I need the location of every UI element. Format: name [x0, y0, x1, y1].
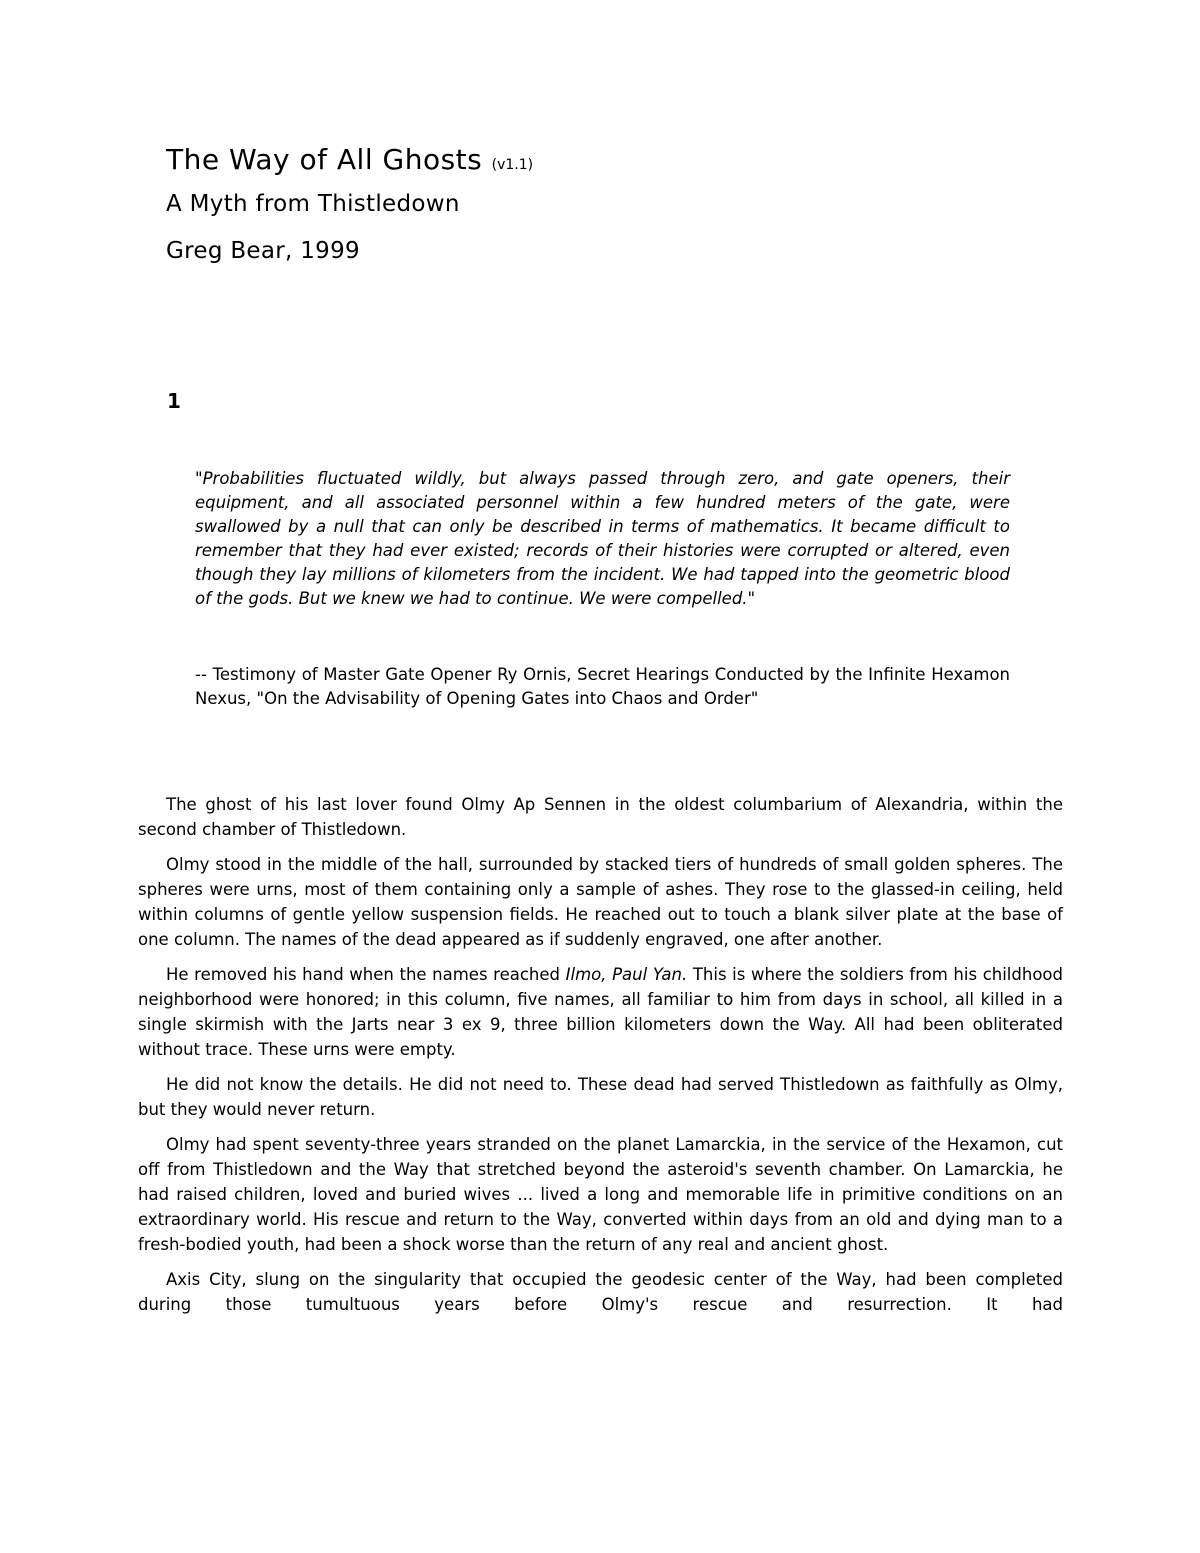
text-segment: Axis City, slung on the singularity that occupied the geodesic center of the Way, had been completed during those tumultuous years before Olmy's rescue and resurrection. It had [138, 1269, 1063, 1314]
text-segment: Olmy stood in the middle of the hall, surrounded by stacked tiers of hundreds of small golden spheres. The spheres were urns, most of them containing only a sample of ashes. They rose to the glassed-in ceiling, held within columns of gentle yellow suspension fields. He reached out to touch a blank silver plate at the base of one column. The names of the dead appeared as if suddenly engraved, one after another. [138, 854, 1063, 949]
book-subtitle: A Myth from Thistledown [166, 191, 460, 218]
book-version: (v1.1) [491, 157, 534, 173]
chapter-number: 1 [167, 388, 181, 413]
text-segment: He removed his hand when the names reached [166, 964, 566, 984]
epigraph-attribution: -- Testimony of Master Gate Opener Ry Ornis, Secret Hearings Conducted by the Infinite Hexamon Nexus, "On the Advisability of Opening Gates into Chaos and Order" [195, 664, 1010, 708]
paragraph [138, 1072, 1063, 1122]
chapter-body [138, 792, 1063, 1317]
text-segment: The ghost of his last lover found Olmy Ap Sennen in the oldest columbarium of Alexandria, within the second chamber of Thistledown. [138, 794, 1063, 839]
paragraph [138, 1132, 1063, 1257]
book-title-text: The Way of All Ghosts [166, 143, 483, 176]
paragraph [138, 962, 1063, 1062]
paragraph [138, 792, 1063, 842]
text-segment: He did not know the details. He did not need to. These dead had served Thistledown as faithfully as Olmy, but they would never return. [138, 1074, 1063, 1119]
text-segment: Olmy had spent seventy-three years stranded on the planet Lamarckia, in the service of the Hexamon, cut off from Thistledown and the Way that stretched beyond the asteroid's seventh chamber. On Lamarckia, he had raised children, loved and buried wives ... lived a long and memorable life in primitive conditions on an extraordinary world. His rescue and return to the Way, converted within days from an old and dying man to a fresh-bodied youth, had been a shock worse than the return of any real and ancient ghost. [138, 1134, 1063, 1254]
italic-phrase: Ilmo, Paul Yan. [565, 964, 688, 984]
title-block [166, 145, 1063, 263]
text-segment: This is where the soldiers from his childhood neighborhood were honored; in this column, five names, all familiar to him from days in school, all killed in a single skirmish with the Jarts near 3 ex 9, three billion kilometers down the Way. All had been obliterated without trace. These urns were empty. [138, 964, 1063, 1059]
paragraph [138, 852, 1063, 952]
epigraph-quote: "Probabilities fluctuated wildly, but always passed through zero, and gate openers, their equipment, and all associated personnel within a few hundred meters of the gate, were swallowed by a null that can only be described in terms of mathematics. It became difficult to remember that they had ever existed; records of their histories were corrupted or altered, even though they lay millions of kilometers from the incident. We had tapped into the geometric blood of the gods. But we knew we had to continue. We were compelled." [195, 468, 1010, 608]
book-author: Greg Bear, 1999 [166, 237, 360, 264]
book-title [166, 145, 1063, 174]
paragraph [138, 1267, 1063, 1317]
